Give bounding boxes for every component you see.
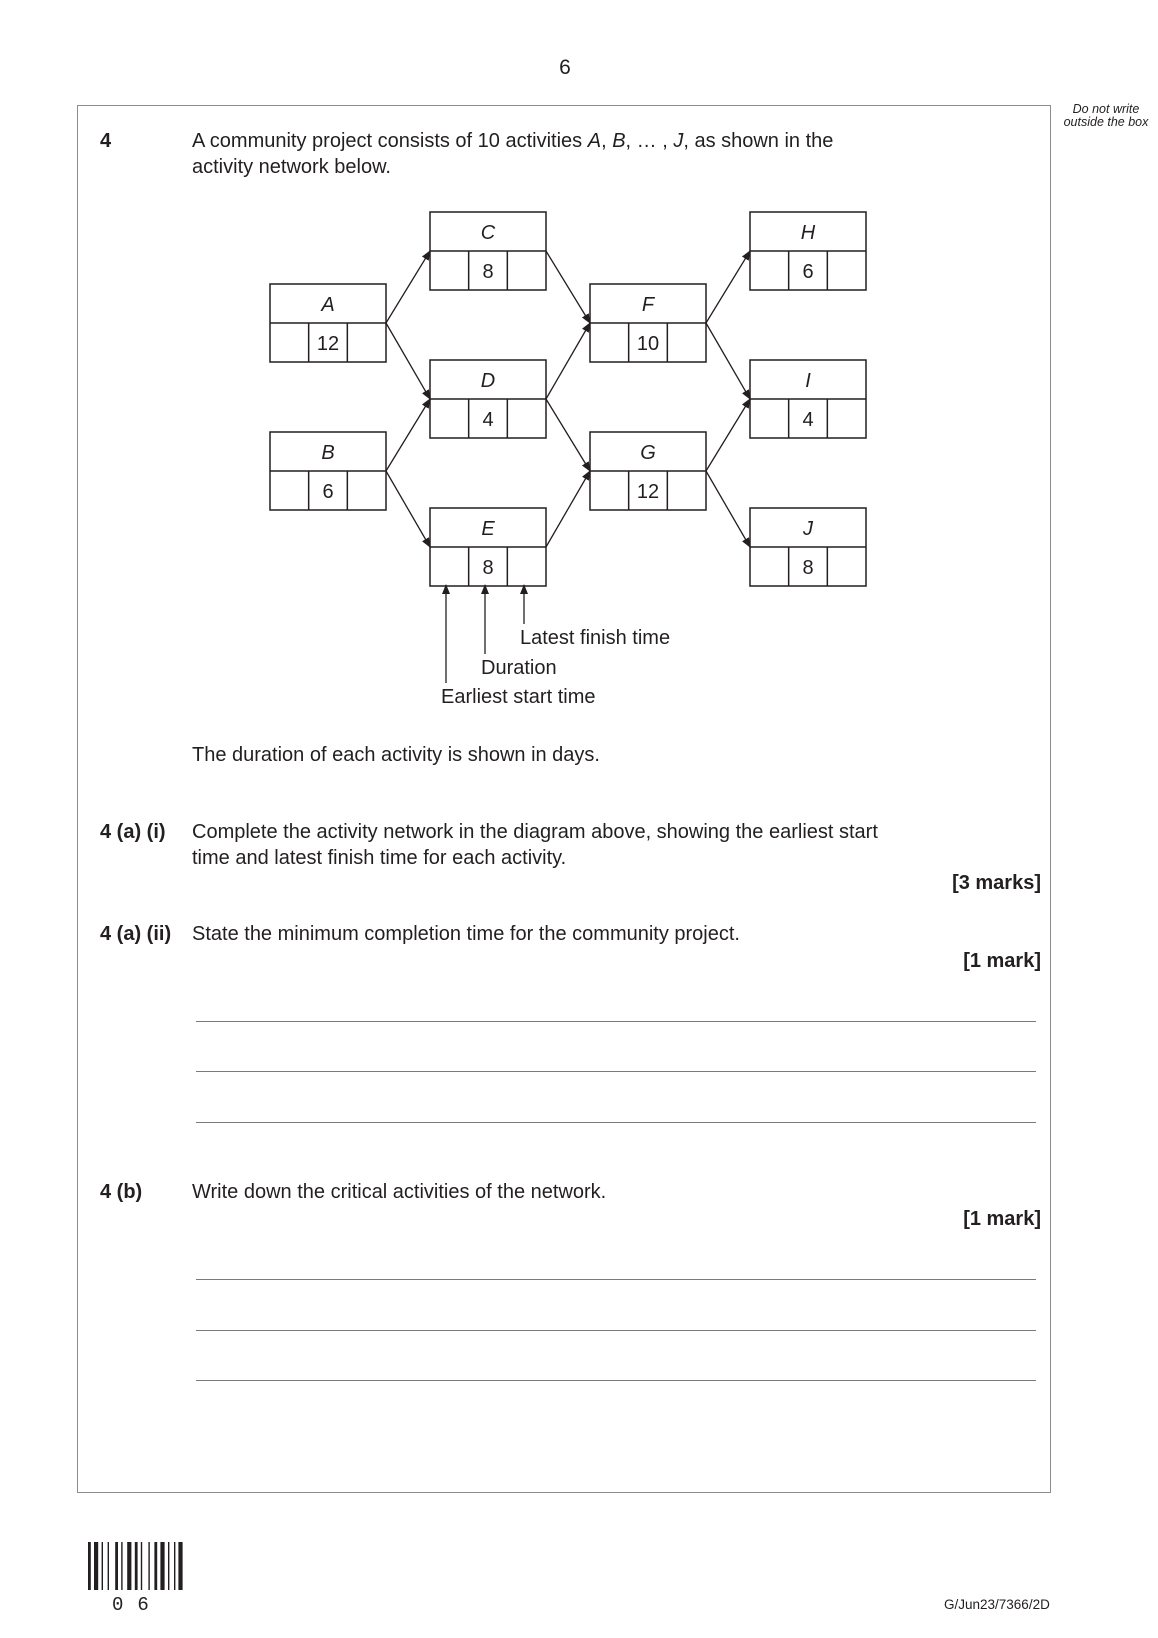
activity-node-e — [430, 508, 546, 586]
key-duration-label: Duration — [481, 657, 557, 679]
activity-name: J — [803, 518, 813, 540]
latest-finish-cell[interactable] — [829, 253, 864, 288]
activity-duration: 8 — [482, 557, 494, 579]
activity-name: A — [321, 294, 335, 316]
part-a-i-marks: [3 marks] — [952, 872, 1041, 894]
activity-node-a — [270, 284, 386, 362]
latest-finish-cell[interactable] — [829, 549, 864, 584]
dependency-arrow-g-i — [706, 399, 750, 471]
activity-duration: 12 — [636, 481, 660, 503]
dependency-arrow-b-d — [386, 399, 430, 471]
activity-name: I — [805, 370, 811, 392]
activity-name: E — [481, 518, 495, 540]
earliest-start-cell[interactable] — [752, 253, 787, 288]
activity-node-d — [430, 360, 546, 438]
activity-name: F — [641, 294, 655, 316]
answer-line[interactable] — [196, 1071, 1036, 1072]
latest-finish-cell[interactable] — [509, 549, 544, 584]
dependency-arrow-a-d — [386, 323, 430, 399]
answer-line[interactable] — [196, 1122, 1036, 1123]
part-b-label: 4 (b) — [100, 1181, 143, 1203]
dependency-arrow-d-f — [546, 323, 590, 399]
activity-node-f — [590, 284, 706, 362]
dependency-arrow-b-e — [386, 471, 430, 547]
part-a-ii-marks: [1 mark] — [963, 950, 1041, 972]
margin-note: Do not write outside the box — [1063, 102, 1149, 129]
activity-duration: 6 — [802, 261, 814, 283]
latest-finish-cell[interactable] — [349, 325, 384, 360]
earliest-start-cell[interactable] — [752, 401, 787, 436]
latest-finish-cell[interactable] — [829, 401, 864, 436]
barcode-number: 06 — [112, 1594, 163, 1616]
part-a-ii-text: State the minimum completion time for the community project. — [192, 923, 740, 945]
page-number: 6 — [559, 56, 571, 79]
activity-duration: 4 — [482, 409, 494, 431]
part-a-i-label: 4 (a) (i) — [100, 821, 166, 843]
latest-finish-cell[interactable] — [509, 253, 544, 288]
latest-finish-cell[interactable] — [509, 401, 544, 436]
dependency-arrow-e-g — [546, 471, 590, 547]
activity-duration: 8 — [482, 261, 494, 283]
answer-line[interactable] — [196, 1021, 1036, 1022]
dependency-arrow-f-h — [706, 251, 750, 323]
activity-node-j — [750, 508, 866, 586]
activity-name: C — [480, 222, 496, 244]
question-intro: A community project consists of 10 activities A, B, … , J, as shown in the activity network below. — [192, 130, 834, 178]
activity-name: H — [800, 222, 816, 244]
activity-name: B — [321, 442, 335, 464]
dependency-arrow-f-i — [706, 323, 750, 399]
part-b-marks: [1 mark] — [963, 1208, 1041, 1230]
latest-finish-cell[interactable] — [349, 473, 384, 508]
barcode — [88, 1542, 192, 1592]
earliest-start-cell[interactable] — [272, 325, 307, 360]
activity-duration: 10 — [636, 333, 660, 355]
part-a-i-text: Complete the activity network in the diagram above, showing the earliest start time and latest finish time for each activity. — [192, 821, 878, 869]
activity-node-g — [590, 432, 706, 510]
earliest-start-cell[interactable] — [592, 325, 627, 360]
earliest-start-cell[interactable] — [752, 549, 787, 584]
activity-node-h — [750, 212, 866, 290]
earliest-start-cell[interactable] — [432, 401, 467, 436]
activity-node-i — [750, 360, 866, 438]
dependency-arrow-a-c — [386, 251, 430, 323]
answer-line[interactable] — [196, 1330, 1036, 1331]
earliest-start-cell[interactable] — [592, 473, 627, 508]
dependency-arrow-c-f — [546, 251, 590, 323]
activity-duration: 6 — [322, 481, 334, 503]
answer-line[interactable] — [196, 1380, 1036, 1381]
answer-line[interactable] — [196, 1279, 1036, 1280]
key-latest-finish-label: Latest finish time — [520, 627, 671, 649]
dependency-arrow-d-g — [546, 399, 590, 471]
part-a-ii-label: 4 (a) (ii) — [100, 923, 172, 945]
activity-duration: 12 — [316, 333, 340, 355]
activity-duration: 8 — [802, 557, 814, 579]
footer-code: G/Jun23/7366/2D — [944, 1597, 1050, 1612]
latest-finish-cell[interactable] — [669, 325, 704, 360]
earliest-start-cell[interactable] — [432, 549, 467, 584]
activity-name: D — [480, 370, 496, 392]
question-number: 4 — [100, 130, 112, 152]
activity-name: G — [640, 442, 656, 464]
dependency-arrow-g-j — [706, 471, 750, 547]
activity-node-c — [430, 212, 546, 290]
activity-node-b — [270, 432, 386, 510]
duration-note: The duration of each activity is shown in days. — [192, 744, 600, 766]
part-b-text: Write down the critical activities of the network. — [192, 1181, 607, 1203]
latest-finish-cell[interactable] — [669, 473, 704, 508]
earliest-start-cell[interactable] — [432, 253, 467, 288]
key-earliest-start-label: Earliest start time — [441, 686, 596, 708]
activity-network-diagram — [0, 0, 1158, 720]
activity-duration: 4 — [802, 409, 814, 431]
earliest-start-cell[interactable] — [272, 473, 307, 508]
